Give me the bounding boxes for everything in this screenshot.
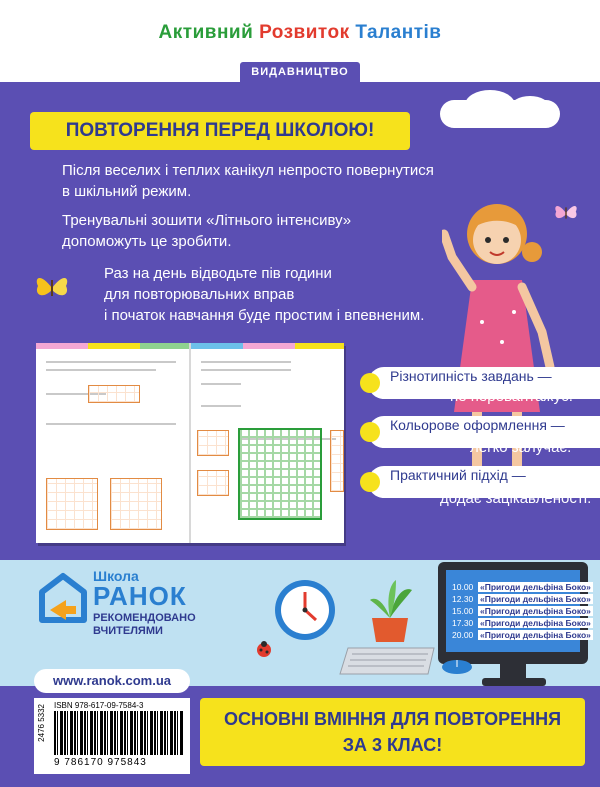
- feature-title: Практичний підхід —: [390, 467, 526, 483]
- schedule-row: [452, 582, 593, 592]
- barcode-side-number: 2476 5332: [37, 704, 46, 742]
- header-bar: [0, 0, 600, 82]
- monitor-base: [482, 678, 546, 686]
- isbn-number: ISBN 978-617-09-7584-3: [54, 701, 144, 710]
- text-line: Тренувальні зошити «Літнього інтенсиву»: [62, 212, 352, 229]
- keyboard-icon: [338, 646, 438, 676]
- text-line: для повторювальних вправ: [104, 286, 295, 303]
- ranok-logo-icon: [36, 570, 90, 626]
- schedule-show: «Пригоди дельфіна Боко»: [480, 618, 591, 628]
- schedule-show: «Пригоди дельфіна Боко»: [480, 630, 591, 640]
- text-line: в шкільний режим.: [62, 183, 192, 200]
- feature-item-2-tail: легко залучає.: [470, 439, 572, 456]
- exercise-grid: [197, 430, 229, 456]
- banner-line: ОСНОВНІ ВМІННЯ ДЛЯ ПОВТОРЕННЯ: [223, 709, 562, 729]
- exercise-grid: [110, 478, 162, 530]
- text-line: і початок навчання буде простим і впевненим.: [104, 307, 425, 324]
- cloud-icon: [510, 96, 550, 120]
- series-brand: [0, 22, 600, 44]
- maze-puzzle: [238, 428, 322, 520]
- clock-icon: [272, 574, 338, 642]
- text-line: Раз на день відводьте пів години: [104, 265, 332, 282]
- exercise-grid: [197, 470, 229, 496]
- brand-word-2: Розвиток: [259, 22, 350, 43]
- text-line: допоможуть це зробити.: [62, 233, 232, 250]
- feature-title: Кольорове оформлення —: [390, 417, 565, 433]
- bullet-icon: [360, 373, 380, 393]
- brand-word-3: Талантів: [355, 22, 442, 43]
- feature-item-1-tail: не перевантажує.: [450, 388, 573, 405]
- text-line: РЕКОМЕНДОВАНО: [93, 612, 196, 624]
- intro-paragraph-2: [62, 210, 351, 252]
- bottom-banner: [200, 698, 585, 766]
- schedule-row: [452, 630, 593, 640]
- schedule-show: «Пригоди дельфіна Боко»: [480, 594, 591, 604]
- website-link[interactable]: www.ranok.com.ua: [34, 669, 190, 693]
- publisher-label: ВИДАВНИЦТВО: [240, 62, 360, 82]
- barcode-digits: 9 786170 975843: [54, 757, 147, 768]
- logo-ranok: РАНОК: [93, 581, 187, 611]
- schedule-time: 10.00: [452, 582, 474, 592]
- cloud-icon: [465, 90, 515, 120]
- tv-screen: [446, 570, 591, 652]
- exercise-grid: [46, 478, 98, 530]
- text-line: ВЧИТЕЛЯМИ: [93, 625, 163, 637]
- schedule-row: [452, 618, 593, 628]
- logo-school: Школа: [93, 568, 139, 584]
- intro-paragraph-3: [104, 263, 424, 326]
- mouse-icon: [440, 658, 474, 676]
- feature-title: Різнотипність завдань —: [390, 368, 552, 384]
- bullet-icon: [360, 472, 380, 492]
- ladybug-icon: [254, 640, 274, 658]
- barcode-icon: [54, 711, 184, 755]
- tv-monitor: [438, 562, 591, 664]
- exercise-grid: [330, 430, 344, 492]
- schedule-row: [452, 594, 593, 604]
- schedule-time: 15.00: [452, 606, 474, 616]
- banner-line: ЗА 3 КЛАС!: [342, 735, 443, 755]
- schedule-time: 17.30: [452, 618, 474, 628]
- headline-banner: ПОВТОРЕННЯ ПЕРЕД ШКОЛОЮ!: [30, 112, 410, 150]
- schedule-row: [452, 606, 593, 616]
- schedule-time: 12.30: [452, 594, 474, 604]
- intro-paragraph-1: [62, 160, 434, 202]
- plant-icon: [362, 576, 418, 644]
- exercise-grid: [88, 385, 140, 403]
- butterfly-icon: [32, 270, 72, 306]
- feature-item-3-tail: додає зацікавленості.: [440, 490, 592, 507]
- bullet-icon: [360, 422, 380, 442]
- logo-recommended: [93, 612, 196, 638]
- schedule-show: «Пригоди дельфіна Боко»: [480, 606, 591, 616]
- schedule-show: «Пригоди дельфіна Боко»: [480, 582, 591, 592]
- brand-word-1: Активний: [158, 22, 254, 43]
- text-line: Після веселих і теплих канікул непросто повернутися: [62, 162, 434, 179]
- schedule-time: 20.00: [452, 630, 474, 640]
